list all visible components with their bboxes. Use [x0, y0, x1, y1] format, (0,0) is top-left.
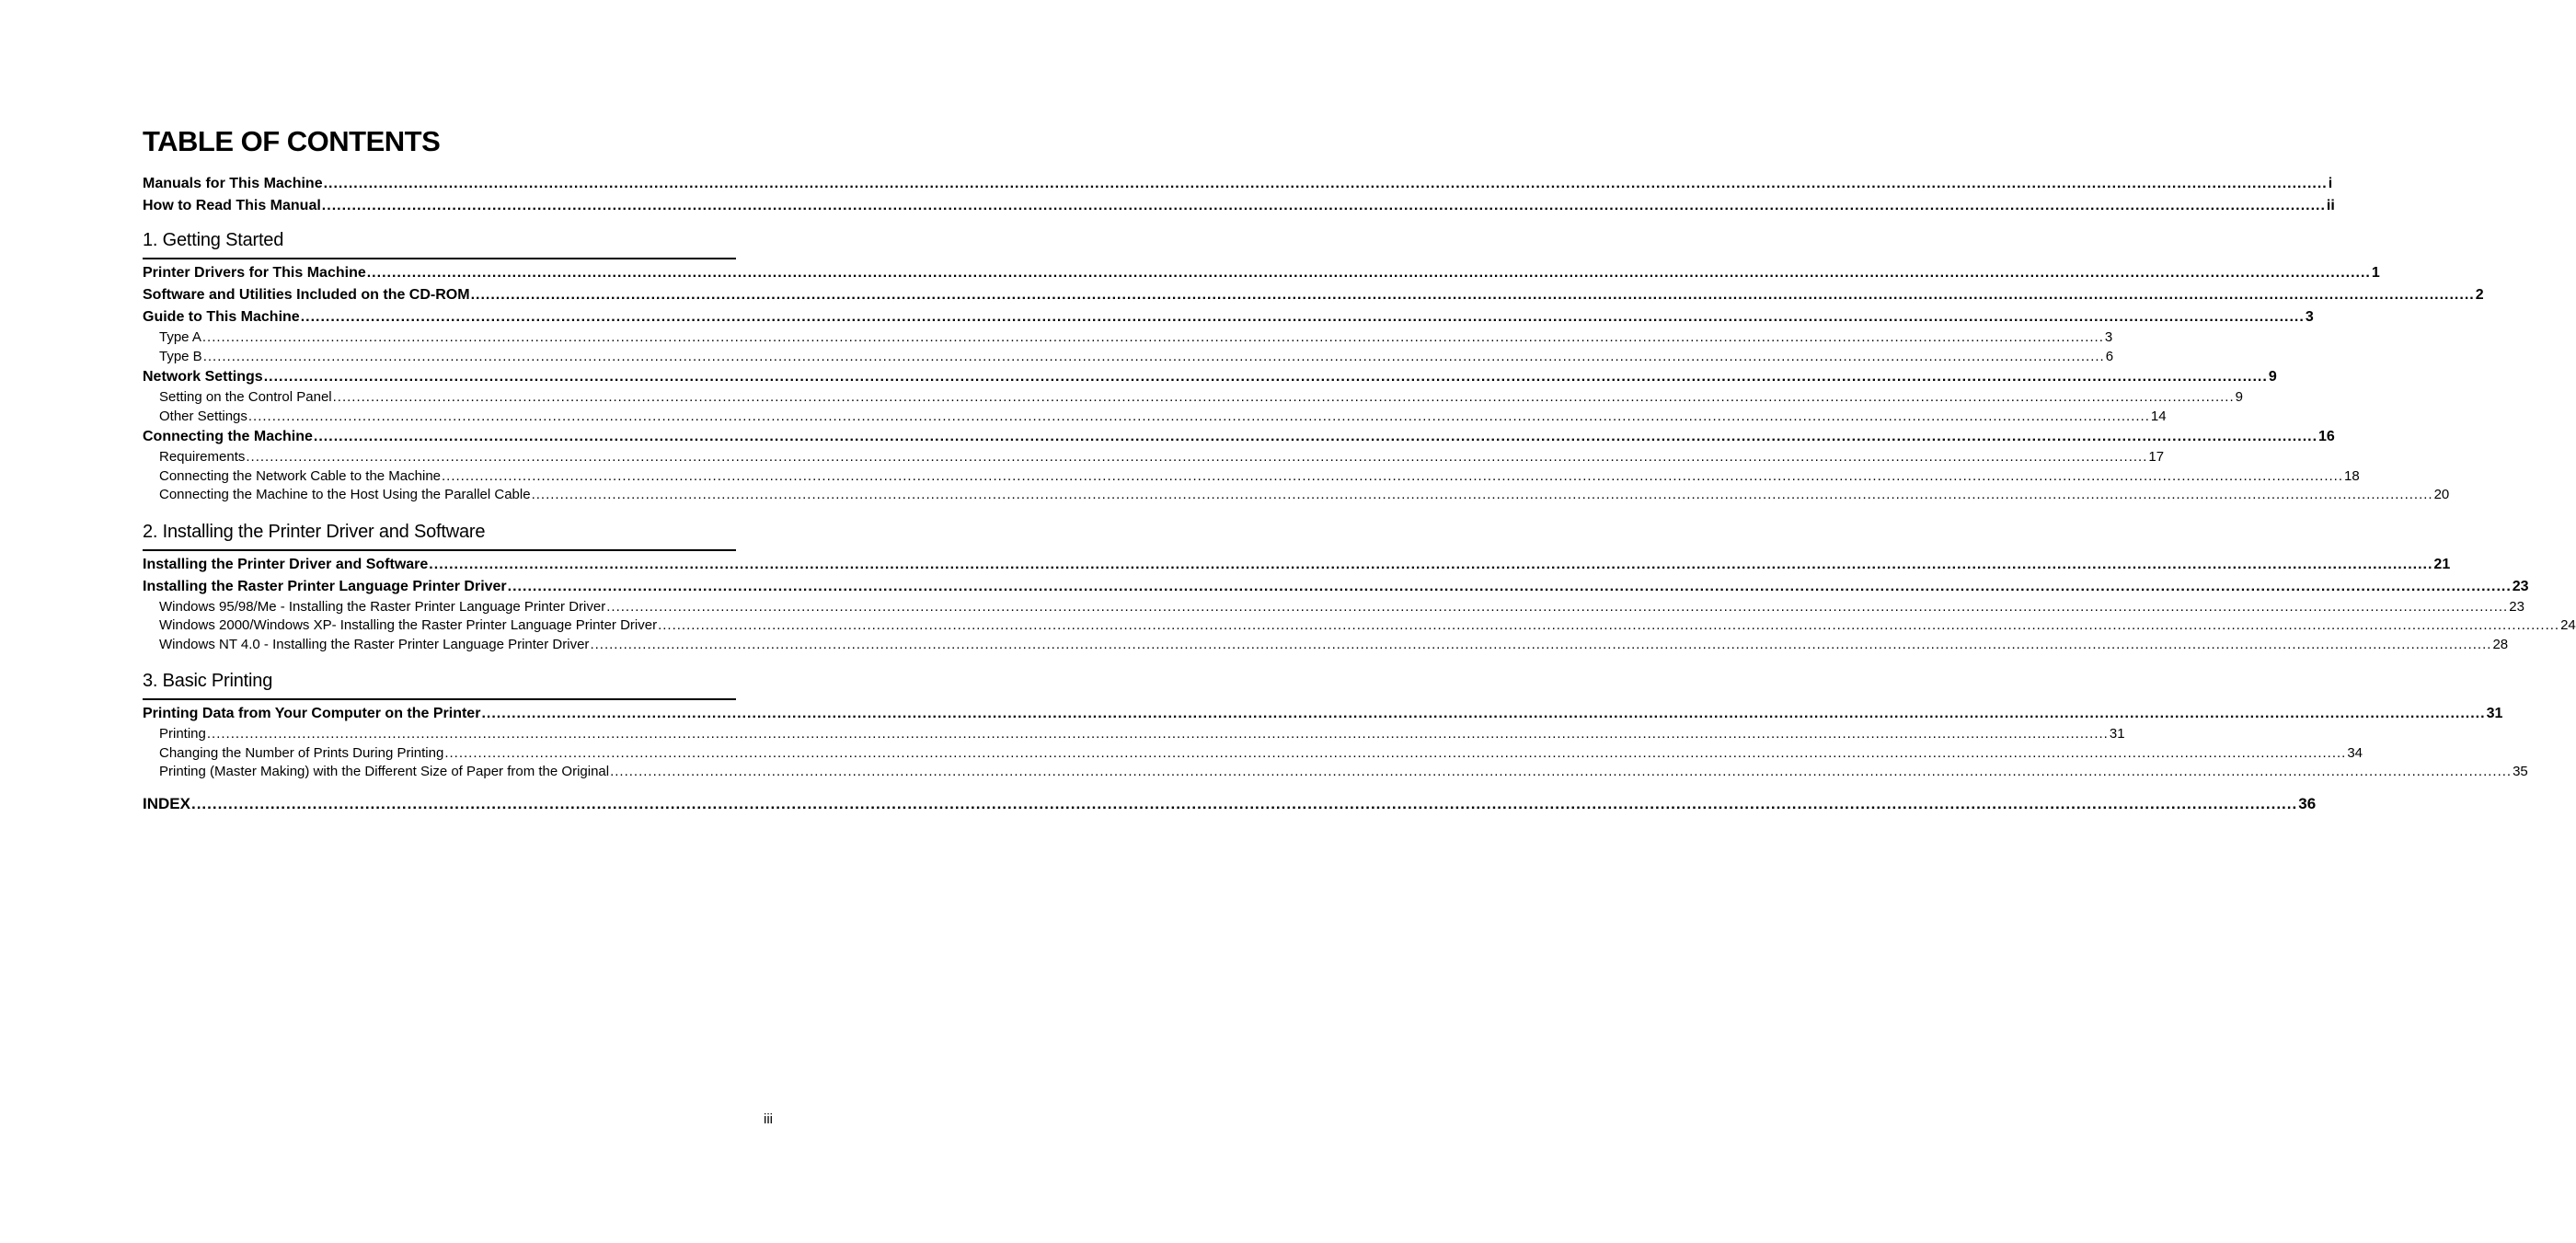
- dot-leader: ................................................................................................................................................................................................................................................................................................................................................................................................................: [507, 578, 2512, 594]
- spacer: [143, 782, 736, 791]
- entry-title: Manuals for This Machine: [143, 176, 323, 191]
- entry-page-number: 35: [2513, 764, 2528, 779]
- dot-leader: ................................................................................................................................................................................................................................................................................................................................................................................................................: [481, 706, 2486, 721]
- entry-page-number: 36: [2298, 794, 2317, 812]
- dot-leader: ................................................................................................................................................................................................................................................................................................................................................................................................................: [201, 329, 2104, 345]
- entry-page-number: 31: [2109, 726, 2125, 742]
- toc-entry-index[interactable]: [143, 791, 2317, 817]
- dot-leader: ................................................................................................................................................................................................................................................................................................................................................................................................................: [206, 726, 2109, 742]
- entry-page-number: 23: [2512, 578, 2529, 594]
- dot-leader: ................................................................................................................................................................................................................................................................................................................................................................................................................: [606, 598, 2509, 615]
- dot-leader: ................................................................................................................................................................................................................................................................................................................................................................................................................: [442, 467, 2344, 484]
- toc-subentry[interactable]: [143, 616, 2576, 636]
- dot-leader: ................................................................................................................................................................................................................................................................................................................................................................................................................: [366, 265, 2371, 281]
- dot-leader: ................................................................................................................................................................................................................................................................................................................................................................................................................: [300, 309, 2305, 325]
- entry-page-number: 1: [2371, 265, 2380, 281]
- dot-leader: ................................................................................................................................................................................................................................................................................................................................................................................................................: [323, 176, 2328, 191]
- toc-entry[interactable]: [143, 426, 2335, 448]
- entry-title: Printer Drivers for This Machine: [143, 265, 366, 281]
- entry-page-number: 9: [2268, 369, 2277, 385]
- toc-subentry[interactable]: [143, 598, 2524, 617]
- entry-page-number: 20: [2433, 487, 2450, 502]
- entry-title: Printing: [159, 726, 206, 742]
- entry-title: Windows 95/98/Me - Installing the Raster Printer Language Printer Driver: [159, 598, 606, 615]
- toc-subentry[interactable]: [143, 763, 2528, 782]
- toc-subentry[interactable]: [143, 448, 2165, 467]
- toc-entry[interactable]: [143, 262, 2380, 284]
- entry-page-number: i: [2328, 176, 2333, 191]
- toc-entry[interactable]: [143, 306, 2314, 328]
- page-number: iii: [764, 1111, 773, 1127]
- dot-leader: ................................................................................................................................................................................................................................................................................................................................................................................................................: [531, 487, 2433, 502]
- entry-title: INDEX: [143, 794, 190, 812]
- chapter-heading: 2. Installing the Printer Driver and Software: [143, 514, 736, 551]
- entry-page-number: 21: [2433, 556, 2451, 572]
- entry-title: Software and Utilities Included on the CD-ROM: [143, 287, 470, 303]
- entry-title: Windows NT 4.0 - Installing the Raster Printer Language Printer Driver: [159, 636, 590, 652]
- entry-title: Connecting the Machine: [143, 429, 313, 444]
- toc-subentry[interactable]: [143, 467, 2360, 487]
- dot-leader: ................................................................................................................................................................................................................................................................................................................................................................................................................: [470, 287, 2475, 303]
- toc-subentry[interactable]: [143, 744, 2363, 764]
- entry-page-number: 17: [2148, 449, 2165, 465]
- entry-title: How to Read This Manual: [143, 198, 321, 213]
- dot-leader: ................................................................................................................................................................................................................................................................................................................................................................................................................: [190, 794, 2298, 812]
- entry-page-number: 3: [2305, 309, 2314, 325]
- chapter-heading: 1. Getting Started: [143, 223, 736, 259]
- table-of-contents: [143, 173, 2576, 817]
- toc-entry[interactable]: [143, 703, 2503, 725]
- entry-page-number: 14: [2150, 408, 2167, 424]
- entry-page-number: 6: [2105, 348, 2114, 364]
- entry-page-number: 3: [2104, 329, 2113, 345]
- entry-page-number: 24: [2560, 617, 2576, 633]
- entry-title: Installing the Printer Driver and Software: [143, 556, 429, 572]
- entry-page-number: 23: [2509, 598, 2524, 615]
- entry-page-number: ii: [2326, 198, 2335, 213]
- toc-subentry[interactable]: [143, 725, 2125, 744]
- dot-leader: ................................................................................................................................................................................................................................................................................................................................................................................................................: [429, 556, 2433, 572]
- page-title: TABLE OF CONTENTS: [143, 125, 441, 157]
- toc-subentry[interactable]: [143, 348, 2114, 367]
- entry-title: Connecting the Machine to the Host Using the Parallel Cable: [159, 487, 531, 502]
- dot-leader: ................................................................................................................................................................................................................................................................................................................................................................................................................: [321, 198, 2326, 213]
- entry-title: Other Settings: [159, 408, 247, 424]
- dot-leader: ................................................................................................................................................................................................................................................................................................................................................................................................................: [263, 369, 2268, 385]
- entry-title: Connecting the Network Cable to the Machine: [159, 467, 442, 484]
- entry-title: Printing Data from Your Computer on the Printer: [143, 706, 481, 721]
- entry-title: Setting on the Control Panel: [159, 389, 332, 405]
- chapter-heading: 3. Basic Printing: [143, 663, 736, 700]
- toc-entry[interactable]: [143, 195, 2335, 217]
- entry-page-number: 31: [2486, 706, 2503, 721]
- entry-page-number: 34: [2347, 744, 2363, 761]
- entry-page-number: 28: [2492, 636, 2509, 652]
- entry-page-number: 2: [2475, 287, 2484, 303]
- dot-leader: ................................................................................................................................................................................................................................................................................................................................................................................................................: [247, 408, 2150, 424]
- entry-page-number: 18: [2344, 467, 2360, 484]
- toc-entry[interactable]: [143, 554, 2451, 576]
- entry-title: Windows 2000/Windows XP- Installing the Raster Printer Language Printer Driver: [159, 617, 658, 633]
- toc-entry[interactable]: [143, 366, 2277, 388]
- toc-subentry[interactable]: [143, 328, 2113, 348]
- dot-leader: ................................................................................................................................................................................................................................................................................................................................................................................................................: [202, 348, 2105, 364]
- toc-subentry[interactable]: [143, 636, 2509, 655]
- entry-page-number: 9: [2235, 389, 2243, 405]
- entry-title: Network Settings: [143, 369, 263, 385]
- toc-subentry[interactable]: [143, 486, 2450, 505]
- dot-leader: ................................................................................................................................................................................................................................................................................................................................................................................................................: [313, 429, 2318, 444]
- dot-leader: ................................................................................................................................................................................................................................................................................................................................................................................................................: [658, 617, 2560, 633]
- toc-subentry[interactable]: [143, 388, 2243, 408]
- entry-page-number: 16: [2318, 429, 2335, 444]
- dot-leader: ................................................................................................................................................................................................................................................................................................................................................................................................................: [332, 389, 2235, 405]
- entry-title: Type A: [159, 329, 201, 345]
- toc-subentry[interactable]: [143, 408, 2167, 427]
- dot-leader: ................................................................................................................................................................................................................................................................................................................................................................................................................: [590, 636, 2492, 652]
- entry-title: Changing the Number of Prints During Printing: [159, 744, 444, 761]
- dot-leader: ................................................................................................................................................................................................................................................................................................................................................................................................................: [444, 744, 2347, 761]
- entry-title: Guide to This Machine: [143, 309, 300, 325]
- dot-leader: ................................................................................................................................................................................................................................................................................................................................................................................................................: [610, 764, 2513, 779]
- entry-title: Type B: [159, 348, 202, 364]
- entry-title: Requirements: [159, 449, 246, 465]
- toc-entry[interactable]: [143, 576, 2529, 598]
- entry-title: Printing (Master Making) with the Different Size of Paper from the Original: [159, 764, 610, 779]
- dot-leader: ................................................................................................................................................................................................................................................................................................................................................................................................................: [246, 449, 2148, 465]
- toc-entry[interactable]: [143, 284, 2484, 306]
- toc-entry[interactable]: [143, 173, 2333, 195]
- entry-title: Installing the Raster Printer Language Printer Driver: [143, 578, 507, 594]
